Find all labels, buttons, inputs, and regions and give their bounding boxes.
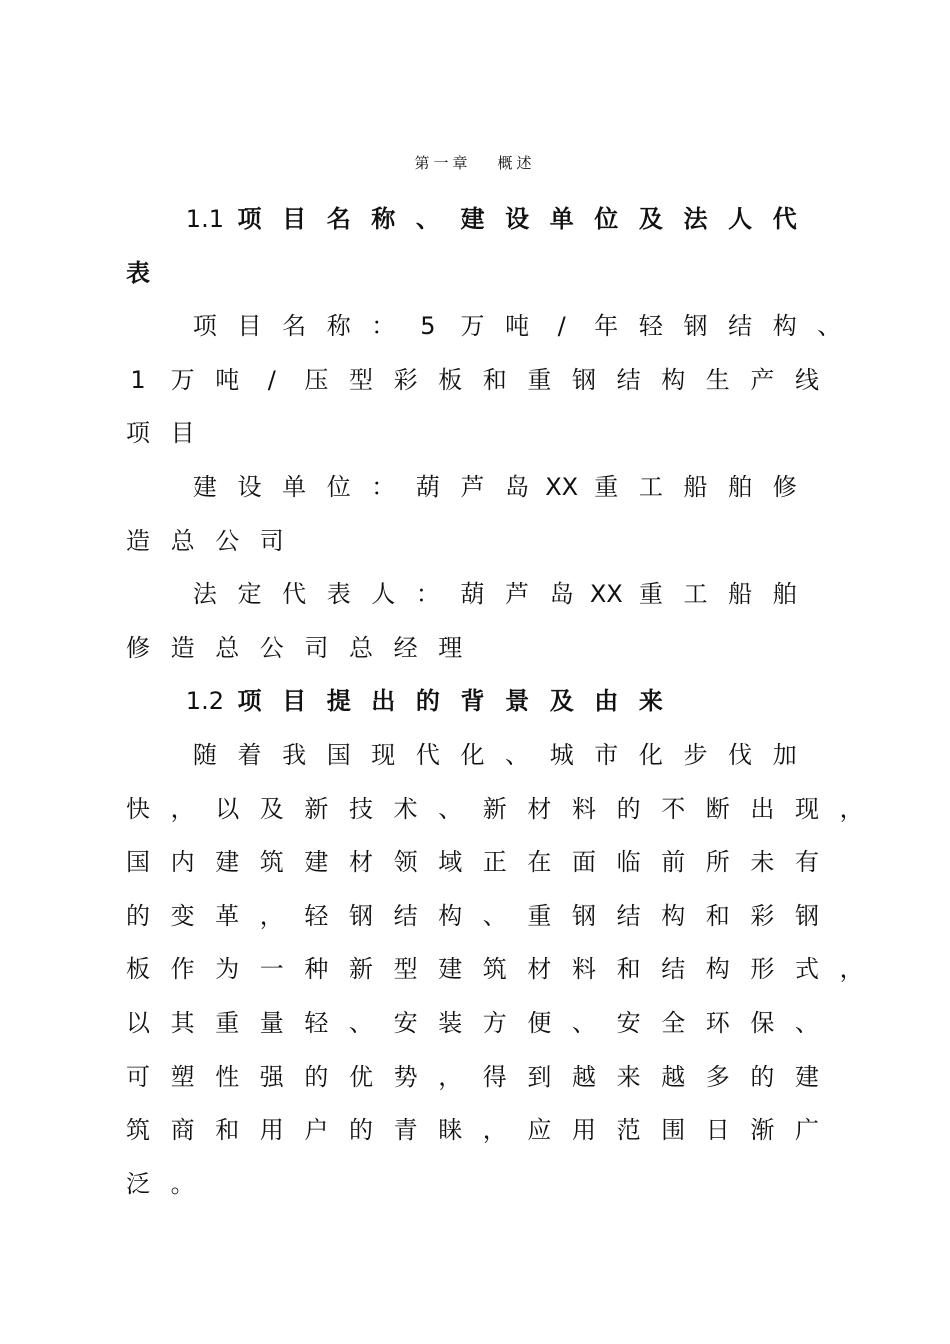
- background-paragraph-char: ，: [482, 1116, 507, 1145]
- project-name-char: 构: [772, 312, 797, 341]
- legal-representative-char: 司: [304, 633, 329, 662]
- background-paragraph-char: 的: [349, 1116, 373, 1145]
- background-paragraph-char: 轻: [304, 1009, 329, 1037]
- project-name-char: 钢: [572, 365, 596, 394]
- background-paragraph-char: 式: [795, 955, 819, 984]
- background-paragraph-char: 变: [170, 901, 195, 930]
- background-paragraph-char: 加: [772, 741, 797, 769]
- project-name-char: 结: [728, 312, 753, 341]
- project-name-char: 称: [326, 312, 351, 341]
- legal-representative-char: 法: [192, 580, 217, 609]
- background-paragraph-char: 重: [527, 901, 552, 930]
- project-name-char: 轻: [638, 312, 663, 341]
- background-paragraph-char: ，: [170, 794, 195, 823]
- construction-unit-char: 舶: [728, 473, 753, 501]
- background-paragraph-char: 应: [527, 1116, 552, 1145]
- background-paragraph-char: 料: [572, 955, 596, 984]
- background-paragraph-char: 钢: [795, 901, 819, 930]
- background-paragraph-char: ，: [839, 794, 864, 823]
- background-paragraph-char: 材: [527, 955, 552, 984]
- chapter-title: [0, 152, 950, 173]
- background-paragraph-char: 轻: [304, 901, 329, 930]
- background-paragraph-line: [0, 845, 950, 885]
- heading-1-2-char: 背: [460, 687, 485, 716]
- heading-1-1-char: 、: [415, 205, 440, 233]
- background-paragraph-char: 现: [371, 741, 396, 769]
- legal-representative-char: 舶: [772, 580, 797, 609]
- background-paragraph-line: [0, 1113, 950, 1153]
- heading-1-1-char: 名: [326, 205, 351, 233]
- background-paragraph-line: [0, 792, 950, 832]
- project-name-char: /: [557, 312, 566, 341]
- heading-1-1-char: 建: [460, 205, 485, 233]
- background-paragraph-char: 建: [795, 1062, 819, 1091]
- background-paragraph-char: 全: [661, 1009, 686, 1037]
- construction-unit-char: 设: [237, 473, 262, 501]
- project-name-char: 万: [460, 312, 485, 341]
- background-paragraph-char: 国: [126, 848, 150, 877]
- background-paragraph-char: 越: [572, 1062, 596, 1091]
- background-paragraph-char: 保: [750, 1009, 775, 1037]
- construction-unit-char: 造: [126, 526, 150, 555]
- background-paragraph-char: 广: [795, 1116, 819, 1145]
- legal-representative-char: 经: [393, 633, 418, 662]
- legal-representative-char: 修: [126, 633, 150, 662]
- background-paragraph-char: 多: [705, 1062, 730, 1091]
- project-name-char: 压: [304, 365, 329, 394]
- background-paragraph-char: 的: [126, 901, 150, 930]
- background-paragraph-char: 及: [259, 794, 284, 823]
- background-paragraph-char: 作: [170, 955, 195, 984]
- background-paragraph-char: 型: [393, 955, 418, 984]
- heading-1-1-char: 表: [126, 258, 150, 287]
- background-paragraph-char: 、: [438, 794, 463, 823]
- background-paragraph-char: 性: [215, 1062, 240, 1091]
- construction-unit-char: 位: [326, 473, 351, 501]
- heading-1-2-char: 来: [638, 687, 663, 716]
- legal-representative-char: 岛: [549, 580, 574, 609]
- background-paragraph-char: 市: [594, 741, 619, 769]
- background-paragraph-char: 睐: [438, 1116, 463, 1145]
- background-paragraph-char: 不: [661, 794, 686, 823]
- background-paragraph-char: 和: [215, 1116, 240, 1145]
- project-name-char: 项: [126, 419, 150, 448]
- project-name-char: 目: [170, 419, 195, 448]
- construction-unit-char: 重: [594, 473, 619, 501]
- background-paragraph-char: 建: [304, 848, 329, 877]
- heading-1-1-char: 设: [505, 205, 530, 233]
- background-paragraph-char: 、: [795, 1009, 819, 1037]
- background-paragraph-char: 技: [349, 794, 373, 823]
- legal-representative-char: 理: [438, 633, 463, 662]
- background-paragraph-char: 以: [215, 794, 240, 823]
- project-name-char: 线: [795, 365, 819, 394]
- construction-unit-char: 建: [192, 473, 217, 501]
- heading-1-1-char: 代: [772, 205, 797, 233]
- background-paragraph-char: 种: [304, 955, 329, 984]
- background-paragraph-char: 结: [661, 955, 686, 984]
- project-name-char: 重: [527, 365, 552, 394]
- project-name-char: 名: [282, 312, 307, 341]
- project-name-char: 板: [438, 365, 463, 394]
- background-paragraph-char: 未: [750, 848, 775, 877]
- background-paragraph-char: 领: [393, 848, 418, 877]
- construction-unit-char: 岛: [505, 473, 530, 501]
- background-paragraph-char: 域: [438, 848, 463, 877]
- background-paragraph-char: 现: [795, 794, 819, 823]
- background-paragraph-char: 得: [482, 1062, 507, 1091]
- heading-1-1-char: 目: [282, 205, 307, 233]
- background-paragraph-char: 一: [259, 955, 284, 984]
- project-name-char: ：: [371, 312, 396, 341]
- background-paragraph-char: 和: [705, 901, 730, 930]
- background-paragraph-char: 快: [126, 794, 150, 823]
- background-paragraph-char: 在: [527, 848, 552, 877]
- heading-1-1-char: 单: [549, 205, 574, 233]
- project-name-char: 1: [130, 365, 146, 394]
- background-paragraph-char: 筑: [126, 1116, 150, 1145]
- background-paragraph-char: ，: [259, 901, 284, 930]
- background-paragraph-char: 内: [170, 848, 195, 877]
- background-paragraph-char: 围: [661, 1116, 686, 1145]
- project-name-char: 构: [661, 365, 686, 394]
- project-name-char: 项: [192, 312, 217, 341]
- background-paragraph-char: 革: [215, 901, 240, 930]
- background-paragraph-char: ，: [839, 955, 864, 984]
- background-paragraph-char: 所: [705, 848, 730, 877]
- construction-unit-char: 单: [282, 473, 307, 501]
- background-paragraph-char: 术: [393, 794, 418, 823]
- background-paragraph-char: 材: [349, 848, 373, 877]
- background-paragraph-char: 、: [505, 741, 530, 769]
- background-paragraph-char: 日: [705, 1116, 730, 1145]
- background-paragraph-char: 新: [349, 955, 373, 984]
- construction-unit-char: 芦: [460, 473, 485, 501]
- background-paragraph-char: 重: [215, 1009, 240, 1037]
- heading-1-2-char: 景: [505, 687, 530, 716]
- legal-representative-char: 表: [326, 580, 351, 609]
- background-paragraph-char: 筑: [482, 955, 507, 984]
- background-paragraph-char: 构: [438, 901, 463, 930]
- background-paragraph-char: 范: [616, 1116, 641, 1145]
- legal-representative-line: [0, 577, 950, 617]
- heading-1-2-char: 目: [282, 687, 307, 716]
- background-paragraph-char: 钢: [572, 901, 596, 930]
- background-paragraph-char: 形: [750, 955, 775, 984]
- legal-representative-char: 代: [282, 580, 307, 609]
- background-paragraph-line: [0, 899, 950, 939]
- project-name-char: 生: [705, 365, 730, 394]
- background-paragraph-char: 安: [616, 1009, 641, 1037]
- background-paragraph-char: 。: [170, 1169, 195, 1198]
- heading-1-2-char: 及: [549, 687, 574, 716]
- background-paragraph-char: 料: [572, 794, 596, 823]
- background-paragraph-line: [0, 1167, 950, 1207]
- background-paragraph-char: 新: [304, 794, 329, 823]
- project-name-char: 万: [170, 365, 195, 394]
- construction-unit-char: XX: [545, 473, 579, 501]
- background-paragraph-char: 我: [282, 741, 307, 769]
- background-paragraph-char: 方: [482, 1009, 507, 1037]
- background-paragraph-char: 临: [616, 848, 641, 877]
- background-paragraph-char: 安: [393, 1009, 418, 1037]
- background-paragraph-char: 彩: [750, 901, 775, 930]
- background-paragraph-char: 便: [527, 1009, 552, 1037]
- background-paragraph-char: 化: [460, 741, 485, 769]
- legal-representative-char: 葫: [460, 580, 485, 609]
- background-paragraph-char: 伐: [728, 741, 753, 769]
- background-paragraph-char: 新: [482, 794, 507, 823]
- background-paragraph-char: 步: [683, 741, 708, 769]
- background-paragraph-char: 来: [616, 1062, 641, 1091]
- background-paragraph-char: 构: [705, 955, 730, 984]
- background-paragraph-char: 用: [259, 1116, 284, 1145]
- background-paragraph-char: 泛: [126, 1169, 150, 1198]
- legal-representative-char: 定: [237, 580, 262, 609]
- background-paragraph-char: 青: [393, 1116, 418, 1145]
- background-paragraph-char: 塑: [170, 1062, 195, 1091]
- background-paragraph-char: 断: [705, 794, 730, 823]
- background-paragraph-char: 着: [237, 741, 262, 769]
- background-paragraph-char: ，: [438, 1062, 463, 1091]
- legal-representative-char: XX: [589, 580, 623, 609]
- legal-representative-char: 船: [728, 580, 753, 609]
- background-paragraph-char: 的: [616, 794, 641, 823]
- project-name-char: 和: [482, 365, 507, 394]
- project-name-line: [0, 416, 950, 456]
- background-paragraph-char: 材: [527, 794, 552, 823]
- background-paragraph-char: 为: [215, 955, 240, 984]
- heading-1-1-char: 及: [638, 205, 663, 233]
- background-paragraph-char: 建: [438, 955, 463, 984]
- background-paragraph-char: 筑: [259, 848, 284, 877]
- project-name-char: 钢: [683, 312, 708, 341]
- background-paragraph-char: 城: [549, 741, 574, 769]
- background-paragraph-line: [0, 1060, 950, 1100]
- legal-representative-line: [0, 631, 950, 671]
- legal-representative-char: 造: [170, 633, 195, 662]
- project-name-char: 结: [616, 365, 641, 394]
- background-paragraph-char: 前: [661, 848, 686, 877]
- background-paragraph-char: 强: [259, 1062, 284, 1091]
- construction-unit-char: 葫: [415, 473, 440, 501]
- project-name-char: /: [267, 365, 276, 394]
- background-paragraph-char: 渐: [750, 1116, 775, 1145]
- background-paragraph-char: 面: [572, 848, 596, 877]
- project-name-char: 彩: [393, 365, 418, 394]
- background-paragraph-char: 出: [750, 794, 775, 823]
- project-name-char: 吨: [505, 312, 530, 341]
- project-name-char: 吨: [215, 365, 240, 394]
- construction-unit-char: 船: [683, 473, 708, 501]
- project-name-char: 型: [349, 365, 373, 394]
- project-name-char: 、: [817, 312, 842, 341]
- construction-unit-line: [0, 524, 950, 564]
- project-name-char: 5: [420, 312, 436, 341]
- background-paragraph-char: 其: [170, 1009, 195, 1037]
- background-paragraph-char: 化: [638, 741, 663, 769]
- legal-representative-char: 总: [215, 633, 240, 662]
- heading-1-1-char: 称: [371, 205, 396, 233]
- construction-unit-char: 修: [772, 473, 797, 501]
- background-paragraph-char: 优: [349, 1062, 373, 1091]
- background-paragraph-char: 、: [572, 1009, 596, 1037]
- legal-representative-char: 人: [371, 580, 396, 609]
- background-paragraph-line: [0, 738, 950, 778]
- background-paragraph-char: 代: [415, 741, 440, 769]
- legal-representative-char: 芦: [505, 580, 530, 609]
- project-name-char: 年: [594, 312, 619, 341]
- background-paragraph-char: 、: [482, 901, 507, 930]
- background-paragraph-char: 、: [349, 1009, 373, 1037]
- background-paragraph-char: 随: [192, 741, 217, 769]
- background-paragraph-char: 结: [616, 901, 641, 930]
- background-paragraph-char: 结: [393, 901, 418, 930]
- project-name-line: [0, 363, 950, 403]
- background-paragraph-line: [0, 1006, 950, 1046]
- project-name-line: [0, 309, 950, 349]
- project-name-char: 产: [750, 365, 775, 394]
- background-paragraph-char: 量: [259, 1009, 284, 1037]
- legal-representative-char: ：: [415, 580, 440, 609]
- heading-1-2-char: 的: [415, 687, 440, 716]
- heading-1-2-char: 由: [594, 687, 619, 716]
- heading-1-2-char: 提: [326, 687, 351, 716]
- construction-unit-char: 司: [259, 526, 284, 555]
- construction-unit-char: 工: [638, 473, 663, 501]
- heading-1-1-char: 法: [683, 205, 708, 233]
- background-paragraph-char: 的: [750, 1062, 775, 1091]
- background-paragraph-char: 环: [705, 1009, 730, 1037]
- background-paragraph-char: 商: [170, 1116, 195, 1145]
- background-paragraph-char: 构: [661, 901, 686, 930]
- heading-1-1-char: 项: [237, 205, 262, 233]
- background-paragraph-char: 国: [326, 741, 351, 769]
- heading-1-1-char: 位: [594, 205, 619, 233]
- background-paragraph-char: 板: [126, 955, 150, 984]
- construction-unit-char: 总: [170, 526, 195, 555]
- background-paragraph-char: 以: [126, 1009, 150, 1037]
- background-paragraph-char: 正: [482, 848, 507, 877]
- background-paragraph-char: 越: [661, 1062, 686, 1091]
- heading-1-1-char: 1.1: [185, 205, 224, 233]
- heading-1-2-char: 出: [371, 687, 396, 716]
- heading-1-1-line: [0, 256, 950, 296]
- legal-representative-char: 总: [349, 633, 373, 662]
- legal-representative-char: 公: [259, 633, 284, 662]
- heading-1-2-char: 项: [237, 687, 262, 716]
- heading-1-2-line: [0, 684, 950, 724]
- construction-unit-char: 公: [215, 526, 240, 555]
- background-paragraph-char: 到: [527, 1062, 552, 1091]
- chapter-name: 概述: [497, 154, 536, 172]
- background-paragraph-char: 可: [126, 1062, 150, 1091]
- background-paragraph-char: 的: [304, 1062, 329, 1091]
- background-paragraph-char: 建: [215, 848, 240, 877]
- construction-unit-char: ：: [371, 473, 396, 501]
- heading-1-1-line: [0, 202, 950, 242]
- background-paragraph-char: 有: [795, 848, 819, 877]
- background-paragraph-char: 装: [438, 1009, 463, 1037]
- legal-representative-char: 重: [638, 580, 663, 609]
- background-paragraph-char: 和: [616, 955, 641, 984]
- heading-1-2-char: 1.2: [185, 687, 224, 716]
- background-paragraph-char: 势: [393, 1062, 418, 1091]
- legal-representative-char: 工: [683, 580, 708, 609]
- chapter-label: 第一章: [414, 154, 472, 172]
- background-paragraph-char: 钢: [349, 901, 373, 930]
- background-paragraph-char: 用: [572, 1116, 596, 1145]
- heading-1-1-char: 人: [728, 205, 753, 233]
- project-name-char: 目: [237, 312, 262, 341]
- background-paragraph-char: 户: [304, 1116, 329, 1145]
- construction-unit-line: [0, 470, 950, 510]
- background-paragraph-line: [0, 952, 950, 992]
